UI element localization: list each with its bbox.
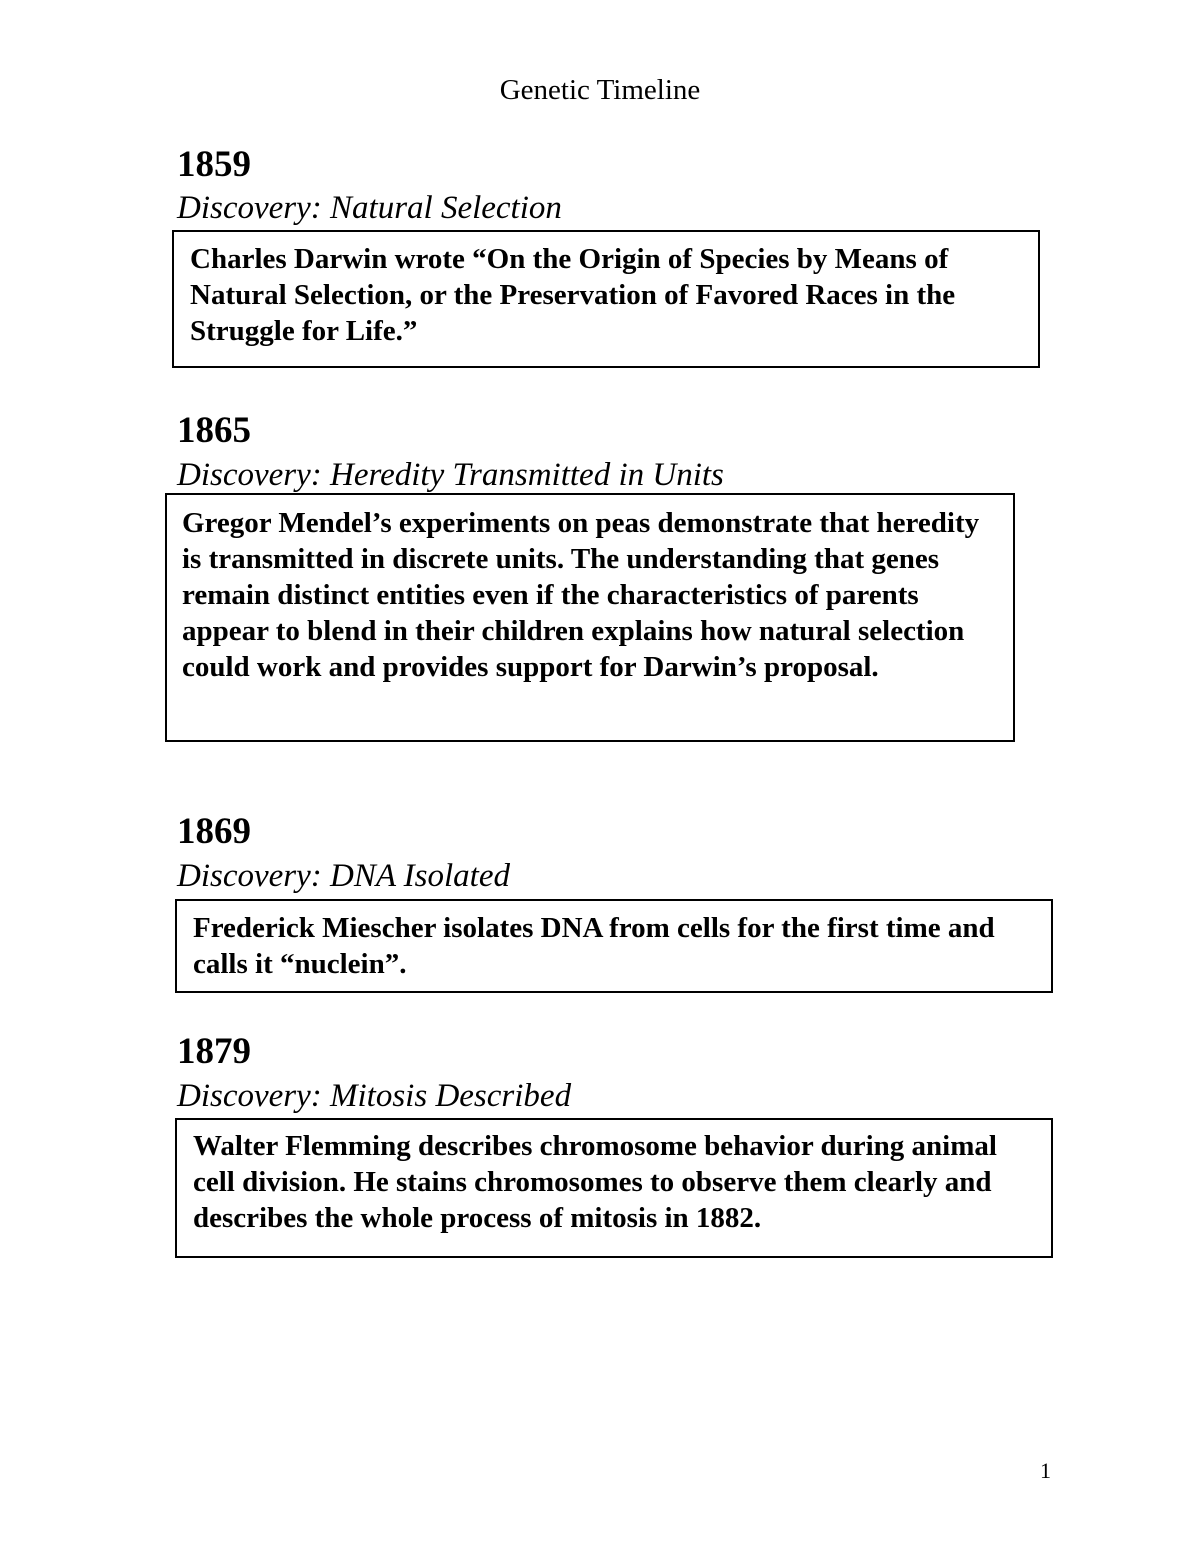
entry-description-box: Walter Flemming describes chromosome behavior during animal cell division. He stains chromosomes to observe them clearly and describes the whole process of mitosis in 1882. <box>175 1118 1053 1258</box>
entry-year: 1865 <box>177 410 251 451</box>
entry-discovery: Discovery: Heredity Transmitted in Units <box>177 457 724 493</box>
entry-description-box: Gregor Mendel’s experiments on peas demonstrate that heredity is transmitted in discrete units. The understanding that genes remain distinct entities even if the characteristics of parents appear to blend in their children explains how natural selection could work and provides support for Darwin’s proposal. <box>165 493 1015 742</box>
entry-description-box: Frederick Miescher isolates DNA from cells for the first time and calls it “nuclein”. <box>175 899 1053 993</box>
entry-year: 1879 <box>177 1031 251 1072</box>
entry-year: 1869 <box>177 811 251 852</box>
entry-discovery: Discovery: DNA Isolated <box>177 858 510 894</box>
entry-discovery: Discovery: Mitosis Described <box>177 1078 572 1114</box>
page-title: Genetic Timeline <box>499 74 701 106</box>
entry-description-box: Charles Darwin wrote “On the Origin of Species by Means of Natural Selection, or the Preservation of Favored Races in the Struggle for Life.” <box>172 230 1040 368</box>
entry-discovery: Discovery: Natural Selection <box>177 190 562 226</box>
page-number: 1 <box>1040 1458 1051 1483</box>
entry-year: 1859 <box>177 144 251 185</box>
